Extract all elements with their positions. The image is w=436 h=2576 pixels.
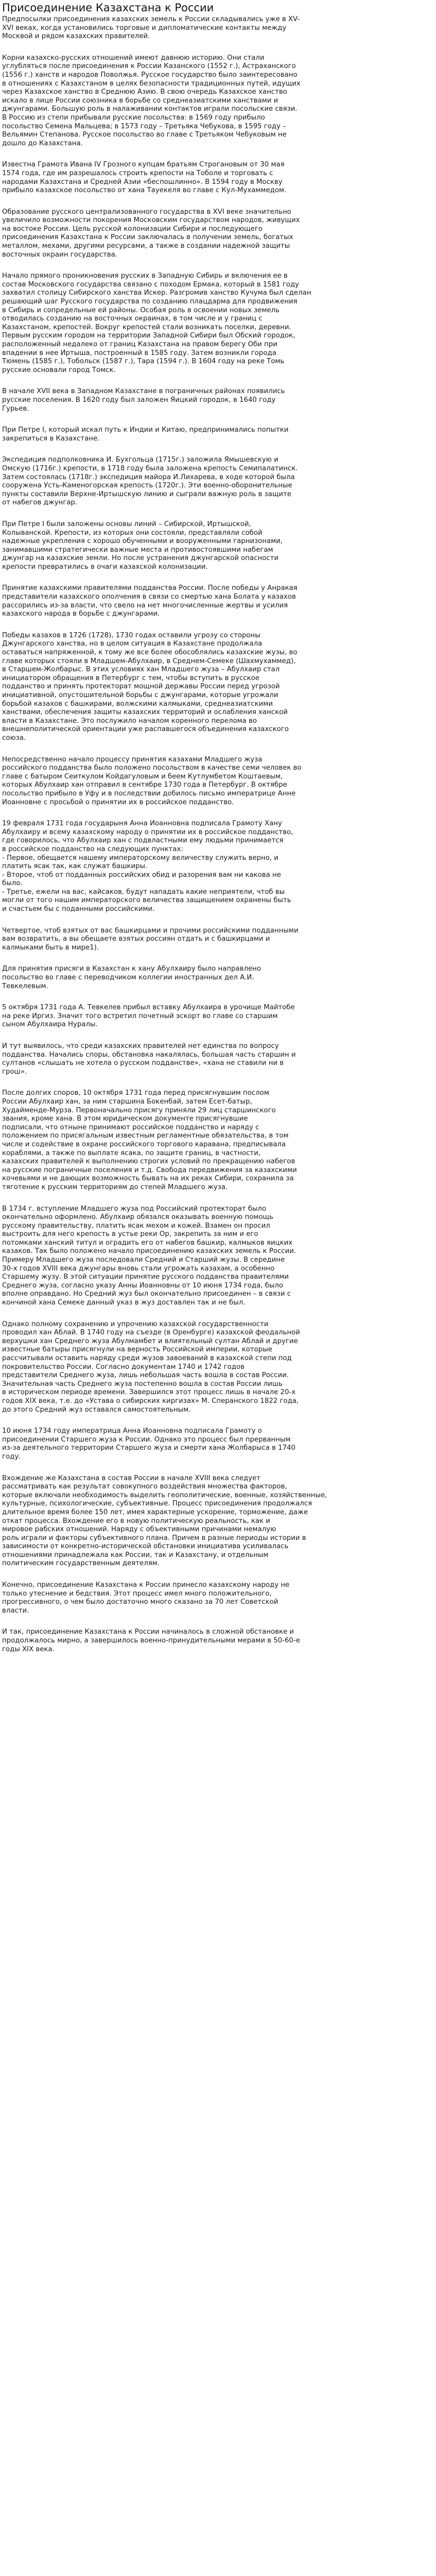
- paragraph: [2, 927, 434, 953]
- text-line: В начале XVII века в Западном Казахстане в пограничных районах появились: [2, 387, 285, 396]
- text-line: Корни казахско-русских отношений имеют давнюю историю. Они стали: [2, 54, 265, 62]
- text-line: После долгих споров, 10 октября 1731 года перед присягнувшим послом: [2, 1089, 269, 1097]
- text-line: решающий шаг Русского государства по созданию плацдарма для продвижения: [2, 298, 298, 306]
- paragraph: [2, 632, 434, 743]
- text-line: на русские пограничные поселения и т.д. Свобода передвижения за казахскими: [2, 1166, 297, 1174]
- text-line: длительное время более 150 лет, имея характерные ускорение, торможение, даже: [2, 1508, 308, 1516]
- text-line: закрепиться в Казахстане.: [2, 434, 100, 443]
- text-line: главе которых стояли в Младшем-Абулхаир, в Среднем-Семеке (Шахмухаммед),: [2, 657, 296, 665]
- text-line: подписали, что отныне принимают российское подданство и наряду с: [2, 1123, 259, 1131]
- paragraph: [2, 756, 434, 807]
- text-line: прогрессивного, о чем было достаточно много сказано за 70 лет Советской: [2, 1598, 278, 1606]
- text-line: 10 июня 1734 году императрица Анна Иоанновна подписала Грамоту о: [2, 1427, 262, 1435]
- text-line: кораблями, а также по выплате ясака, по защите границ, в частности,: [2, 1149, 261, 1157]
- text-line: посольство прибыло в Уфу и в последствии добилось письмо императрице Анне: [2, 789, 296, 798]
- text-line: Тюмень (1585 г.), Тобольск (1587 г.), Тара (1594 г.). В 1604 году на реке Томь: [2, 358, 285, 366]
- text-line: султанов «слышать не хотела о русском подданстве», «хана не ставили ни в: [2, 1059, 284, 1067]
- text-line: в историческом периоде времени. Завершился этот процесс лишь в начале 20-х: [2, 1388, 296, 1397]
- text-line: Омскую (1716г.) крепости, в 1718 году была заложена крепость Семипалатинск.: [2, 464, 298, 472]
- text-line: дошло до Казахстана.: [2, 139, 83, 147]
- text-line: русские поселения. В 1620 году был заложен Яицкий городок, в 1640 году: [2, 396, 276, 404]
- text-line: Однако полному сохранению и упрочению казахской государственности: [2, 1320, 269, 1328]
- text-line: на реке Иргиз. Значит того встретил почетный эскорт во главе со старшим: [2, 1012, 278, 1020]
- text-line: верхушки хан Среднего жуза Абулмамбет и влиятельный султан Аблай и другие: [2, 1337, 298, 1345]
- text-line: власти в Казахстане. Это послужило началом коренного перелома во: [2, 717, 257, 725]
- text-line: тяготение к русским территориям до степей Младшего жуза.: [2, 1183, 228, 1191]
- text-line: году.: [2, 1452, 21, 1461]
- text-line: рассорились из-за власти, что свело на нет многочисленные жертвы и усилия: [2, 601, 288, 609]
- text-line: годов XIX века, т.е. до «Устава о сибирских киргизах» М. Сперанского 1822 года,: [2, 1397, 299, 1405]
- paragraph: [2, 456, 434, 507]
- text-line: сооружена Усть-Каменогорская крепость (1720г.). Эти военно-оборонительные: [2, 482, 292, 490]
- text-line: 5 октября 1731 года А. Тевкелев прибыл вставку Абулхаира в урочище Майтобе: [2, 1004, 295, 1012]
- text-line: 1574 года, где им разрешалось строить крепости на Тоболе и торговать с: [2, 169, 273, 177]
- text-line: и счастьем бы с поданными российскими.: [2, 905, 155, 913]
- text-line: И тут выявилось, что среди казахских правителей нет единства по вопросу: [2, 1042, 279, 1050]
- text-line: Абулхаиру и всему казахскому народу о принятии их в российское подданство,: [2, 828, 293, 836]
- text-line: от набегов джунгар.: [2, 499, 78, 507]
- paragraph: [2, 161, 434, 195]
- text-line: отводилась созданию на восточных окраинах, в том числе и у границ с: [2, 315, 263, 323]
- text-line: борьбой казахов с башкирами, волжскими калмыками, среднеазиатскими: [2, 700, 273, 708]
- text-line: Четвертое, чтоб взятых от вас башкирцами и прочими российскими подданными: [2, 926, 299, 935]
- text-line: восточных окраин государства.: [2, 250, 117, 259]
- text-line: могли от того нашим императорского величества защищением охранены быть: [2, 896, 291, 905]
- text-line: впадении в нее Иртыша, построенный в 1585 году. Затем возникли города: [2, 349, 276, 357]
- text-line: платить ясак так, как служат башкиры.: [2, 862, 148, 871]
- text-line: XVI веках, когда установились торговые и дипломатические контакты между: [2, 24, 287, 32]
- text-line: потомками ханский титул и оградить его от набегов башкир, калмыков яицких: [2, 1239, 293, 1247]
- text-line: союза.: [2, 734, 26, 742]
- text-line: (1556 г.) ханств и народов Поволжья. Русское государство было заинтересовано: [2, 71, 298, 79]
- text-line: культурные, психологические, субъективные. Процесс присоединения продолжался: [2, 1500, 312, 1508]
- paragraph: [2, 426, 434, 443]
- text-line: Экспедиция подполковника И. Бухгольца (1715г.) заложила Ямышевскую и: [2, 456, 278, 464]
- text-line: Первым русским городом на территории Западной Сибири был Обский городок,: [2, 332, 295, 340]
- text-line: звания, кроме хана. В этом юридическом документе присягнувшие: [2, 1115, 248, 1123]
- text-line: зависимости от конкретно-исторической обстановки инициатива усиливалась: [2, 1543, 289, 1551]
- text-line: казаков. Так было положено начало присоединению казахских земель к России.: [2, 1247, 297, 1256]
- text-line: Известна Грамота Ивана IV Грозного купцам братьям Строгановым от 30 мая: [2, 161, 285, 169]
- text-line: - Второе, чтоб от подданных российских обид и разорения вам ни какова не: [2, 871, 281, 879]
- text-line: на востоке России. Цель русской колонизации Сибири и последующего: [2, 225, 263, 233]
- paragraph: [2, 1628, 434, 1654]
- paragraph: [2, 520, 434, 572]
- text-line: искало в лице России союзника в борьбе со среднеазиатскими ханствами и: [2, 96, 278, 105]
- text-line: представители Среднего жуза, лишь небольшая часть вошла в состав России.: [2, 1371, 289, 1380]
- text-line: в Сибирь и сопредельные ей районы. Особая роль в освоении новых земель: [2, 306, 280, 314]
- text-line: Казахстаном, крепостей. Вокруг крепостей стали возникать поселки, деревни.: [2, 323, 291, 331]
- text-line: вполне оправдано. Но Средний жуз был окончательно присоединен – в связи с: [2, 1290, 291, 1298]
- text-line: углубляться после присоединения к России Казанского (1552 г.), Астраханского: [2, 62, 296, 71]
- text-line: народами Казахстана и Средней Азии «беспошлинно». В 1594 году в Москву: [2, 178, 283, 186]
- text-line: Победы казахов в 1726 (1728), 1730 годах оставили угрозу со стороны: [2, 631, 260, 639]
- paragraph: [2, 1475, 434, 1569]
- text-line: казахских правителей к выполнению строгих условий по прекращению набегов: [2, 1158, 295, 1166]
- text-line: В Россию из степи прибывали русские посольства: в 1569 году прибыло: [2, 113, 265, 122]
- text-line: через Казахское ханство в Среднюю Азию. В свою очередь Казахское ханство: [2, 88, 287, 96]
- text-line: подданство и принять протекторат мощной державы России перед угрозой: [2, 683, 280, 691]
- text-line: Для принятия присяги в Казахстан к хану Абулхаиру было направлено: [2, 965, 261, 973]
- text-line: было.: [2, 879, 23, 888]
- text-line: Затем состоялась (1718г.) экспедиция майора И.Лихарева, в ходе которой была: [2, 473, 295, 481]
- text-line: посольство во главе с переводчиком коллегии иностранных дел А.И.: [2, 974, 254, 982]
- text-line: отношениями принадлежала как России, так и Казахстану, и отдельным: [2, 1551, 269, 1559]
- text-line: продолжалось мирно, а завершилось военно-принудительными мерами в 50-60-е: [2, 1637, 300, 1645]
- text-line: Гурьев.: [2, 404, 29, 413]
- text-line: джунгар на казахские земли. Но после устранения джунгарской опасности: [2, 554, 278, 563]
- article-body: [2, 15, 434, 1654]
- text-line: - Первое, обещается нашему императорскому величеству служить верно, и: [2, 854, 278, 862]
- text-line: Предпосылки присоединения казахских земель к России складывались уже в XV-: [2, 15, 300, 23]
- page-title: Присоединение Казахстана к России: [2, 2, 214, 14]
- text-line: роль играли и факторы субъективного плана. Причем в разные периоды истории в: [2, 1534, 306, 1542]
- paragraph: [2, 1320, 434, 1415]
- text-line: рассчитывали оставить наряду среди жузов завоеваний в казахской степи под: [2, 1354, 292, 1362]
- paragraph: [2, 965, 434, 991]
- text-line: расположенный недалеко от границ Казахстана на правом берегу Оби при: [2, 341, 277, 348]
- paragraph: [2, 54, 434, 148]
- text-line: числе и содействие в охране российского торгового каравана, предписывала: [2, 1140, 286, 1148]
- text-line: инициативной, опустошительной борьбы с джунгарами, которые угрожали: [2, 691, 278, 699]
- text-line: захватил столицу Сибирского ханства Искер. Разгромив ханство Кучума был сделан: [2, 289, 311, 297]
- text-line: Начало прямого проникновения русских в Западную Сибирь и включения ее в: [2, 272, 288, 280]
- text-line: Худайменде-Мурза. Первоначально присягу приняли 29 лиц старшинского: [2, 1106, 276, 1114]
- text-line: металлом, мехами, другими ресурсами, а также в создании надежной защиты: [2, 242, 290, 250]
- text-line: увеличило возможности покорения Московским государством народов, живущих: [2, 216, 300, 225]
- text-line: присоединения Казахстана к России заключалась в получении земель, богатых: [2, 233, 293, 242]
- text-line: Конечно, присоединение Казахстана к России принесло казахскому народу не: [2, 1581, 290, 1589]
- text-line: присоединении Старшего жуза к России. Однако это процесс был прерванным: [2, 1435, 291, 1444]
- text-line: в Старшем-Жолбарыс. В этих условиях хан Младшего жуза – Абулхаир стал: [2, 666, 280, 674]
- text-line: где говорилось, что Абулхаир хан с подвластными ему людьми принимается: [2, 837, 284, 845]
- text-line: политическим государственным деятелям.: [2, 1560, 160, 1568]
- text-line: грош».: [2, 1067, 27, 1076]
- paragraph: [2, 15, 434, 41]
- paragraph: [2, 584, 434, 618]
- text-line: рассматривать как результат совокупного воздействия множества факторов,: [2, 1483, 287, 1491]
- text-line: Тевкелевым.: [2, 982, 48, 990]
- text-line: Иоанновне с просьбой о принятии их в российское подданство.: [2, 798, 234, 806]
- text-line: русскому правительству, платить ясак мехом и кожей. Взамен он просил: [2, 1222, 270, 1230]
- paragraph: [2, 1089, 434, 1192]
- paragraph: [2, 272, 434, 375]
- text-line: выстроить для него крепость в устье реки Ор, закрепить за ним и его: [2, 1230, 258, 1239]
- text-line: кончиной хана Семеке данный указ в жуз доставлен так и не был.: [2, 1299, 246, 1307]
- text-line: Джунгарского ханства, но в целом ситуация в Казахстане продолжала: [2, 640, 263, 648]
- text-line: годы XIX века.: [2, 1645, 55, 1653]
- text-line: При Петре I были заложены основы линий – Сибирской, Иртышской,: [2, 520, 251, 528]
- text-line: - Третье, ежели на вас, кайсаков, будут нападать какие неприятели, чтоб вы: [2, 888, 285, 896]
- text-line: которые включали необходимость выделить геополитические, военные, хозяйственные,: [2, 1491, 327, 1499]
- text-line: При Петре I, который искал путь к Индии и Китаю, предпринимались попытки: [2, 426, 289, 434]
- text-line: подданства. Начались споры, обстановка накалялась, большая часть старшин и: [2, 1050, 296, 1059]
- text-line: известные батыры присягнули на верность Российской империи, которые: [2, 1346, 272, 1354]
- text-line: пункты составили Верхне-Иртышскую линию и сыграли важную роль в защите: [2, 490, 291, 498]
- text-line: до этого Средний жуз оставался самостоятельным.: [2, 1405, 191, 1414]
- text-line: Непосредственно начало процессу принятия казахами Младшего жуза: [2, 755, 263, 764]
- paragraph: [2, 387, 434, 413]
- text-line: состав Московского государства связано с походом Ермака, который в 1581 году: [2, 280, 300, 289]
- text-line: крепости превратились в очаги казахской колонизации.: [2, 563, 208, 571]
- text-line: надежные укрепления с хорошо обученными и вооруженными гарнизонами,: [2, 537, 283, 546]
- text-line: только утеснение и бедствия. Этот процесс имел много положительного,: [2, 1589, 272, 1598]
- text-line: Примеру Младшего жуза последовали Средний и Старший жузы. В середине: [2, 1256, 285, 1264]
- text-line: оставаться напряженной, к тому же все более обособлялись казахские жузы, во: [2, 649, 298, 657]
- text-line: Вхождение же Казахстана в состав России в начале XVIII века следует: [2, 1474, 261, 1482]
- paragraph: [2, 1427, 434, 1461]
- paragraph: [2, 1205, 434, 1308]
- text-line: казахского народа в борьбе с джунгарами.: [2, 610, 160, 618]
- text-line: Старшему жузу. В этой ситуации принятие русского подданства правителями: [2, 1273, 289, 1281]
- text-line: сыном Абулхаира Нуралы.: [2, 1021, 98, 1029]
- text-line: И так, присоединение Казахстана к России начиналось в сложной обстановке и: [2, 1628, 294, 1636]
- text-line: в российское подданство на следующих пунктах:: [2, 845, 183, 853]
- text-line: Принятие казахскими правителями подданства России. После победы у Анракая: [2, 584, 298, 592]
- text-line: джунгарами. Большую роль в налаживании контактов играли посольские связи.: [2, 105, 298, 113]
- text-line: в отношениях с Казахстаном в целях безопасности традиционных путей, идущих: [2, 79, 301, 88]
- paragraph: [2, 208, 434, 260]
- text-line: Колыванской. Крепости, из которых они состояли, представляли собой: [2, 529, 263, 537]
- text-line: мировое рабских отношений. Наряду с объективными причинами немалую: [2, 1526, 276, 1534]
- text-line: кочевьями и не дающих возможность бывать на их реках Сибири, сохранила за: [2, 1175, 294, 1183]
- paragraph: [2, 1042, 434, 1076]
- text-line: представители казахского ополчения в связи со смертью хана Болата у казахов: [2, 593, 296, 601]
- text-line: покровительство России. Согласно документам 1740 и 1742 годов: [2, 1363, 245, 1371]
- text-line: которых Абулхаир хан отправил в сентябре 1730 года в Петербург. В октябре: [2, 781, 287, 789]
- text-line: 19 февраля 1731 года государыня Анна Иоанновна подписала Грамоту Хану: [2, 820, 282, 828]
- paragraph: [2, 1004, 434, 1029]
- text-line: внешнеполитической ориентации уже распавшегося объединения казахского: [2, 725, 289, 734]
- text-line: прибыло казахское посольство от хана Тауекеля во главе с Кул-Мухаммедом.: [2, 187, 287, 195]
- paragraph: [2, 1581, 434, 1615]
- text-line: инициатором обращения в Петербург с тем, чтобы вступить в русское: [2, 674, 259, 682]
- text-line: Образование русского централизованного государства в XVI веке значительно: [2, 208, 291, 216]
- text-line: российского подданства было положено посольством в качестве семи человек во: [2, 764, 302, 772]
- text-line: проводил хан Аблай. В 1740 году на съезде (в Оренбурге) казахской феодальной: [2, 1329, 300, 1337]
- text-line: из-за деятельного территории Старшего жуза и смерти хана Жолбарыса в 1740: [2, 1444, 296, 1452]
- text-line: положением по присягальным известным регламентные обязательства, в том: [2, 1132, 289, 1140]
- text-line: калмыками быть в мире1).: [2, 943, 99, 952]
- text-line: посольство Семена Мальцева; в 1573 году – Третьяка Чебукова, в 1595 году –: [2, 122, 286, 130]
- text-line: 30-х годов XVIII века джунгары вновь стали угрожать казахам, а особенно: [2, 1264, 275, 1273]
- text-line: Среднего жуза, согласно указу Анны Иоанновны от 10 июня 1734 года, было: [2, 1281, 284, 1290]
- text-line: главе с батыром Сеиткулом Койдагуловым и беем Кутлумбетом Коштаевым,: [2, 772, 283, 781]
- text-line: Москвой и рядом казахских правителей.: [2, 32, 150, 41]
- paragraph: [2, 820, 434, 914]
- text-line: Значительная часть Среднего жуза постепенно вошла в состав России лишь: [2, 1380, 283, 1388]
- text-line: вам возвратить, а вы обещаете взятых россиян отдать и с башкирцами и: [2, 935, 270, 943]
- text-line: России Абулхаир хан, за ним старшина Бокенбай, затем Есет-батыр,: [2, 1097, 252, 1106]
- text-line: Вельямин Степанова. Русское посольство во главе с Третьяком Чебуковым не: [2, 131, 287, 139]
- text-line: русские основали город Томск.: [2, 366, 116, 374]
- text-line: власти.: [2, 1606, 29, 1615]
- text-line: окончательно оформлено. Абулхаир обязался оказывать военную помощь: [2, 1213, 273, 1222]
- text-line: занимавшими стратегически важные места и противостоявшими набегам: [2, 546, 273, 554]
- text-line: ханствами, обеспечения защиты казахских территорий и ослабления ханской: [2, 708, 288, 717]
- text-line: откат процесса. Вхождение его в новую политическую реальность, как и: [2, 1517, 270, 1525]
- text-line: В 1734 г. вступление Младшего жуза под Российский протекторат было: [2, 1205, 267, 1213]
